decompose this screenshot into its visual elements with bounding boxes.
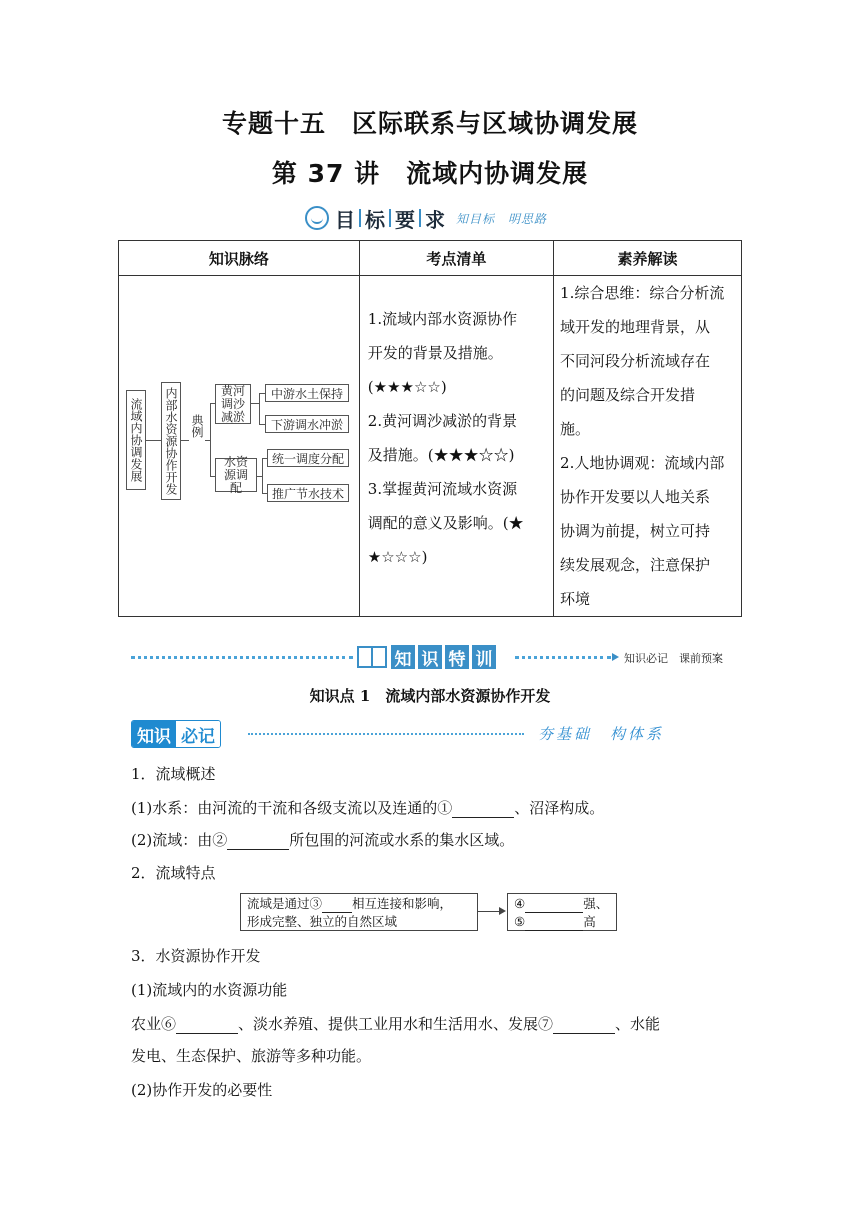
subheading-functions: (1)流域内的水资源功能 bbox=[131, 981, 288, 999]
section-char: 训 bbox=[472, 645, 496, 669]
flow-box-right bbox=[507, 893, 617, 931]
mind-map bbox=[119, 278, 357, 614]
header-knowledge-map: 知识脉络 bbox=[119, 241, 360, 276]
blank bbox=[227, 831, 289, 850]
heading-overview: 1．流域概述 bbox=[131, 765, 216, 783]
text: 、淡水养殖、提供工业用水和生活用水、发展⑦ bbox=[238, 1015, 554, 1033]
text: ⑤ bbox=[514, 914, 526, 929]
connector-line bbox=[181, 440, 189, 441]
text: 农业⑥ bbox=[131, 1015, 177, 1033]
blank bbox=[322, 895, 352, 913]
arrow-icon bbox=[612, 653, 619, 661]
text: 高 bbox=[583, 914, 596, 929]
text: 所包围的河流或水系的集水区域。 bbox=[289, 831, 515, 849]
divider bbox=[359, 209, 361, 227]
paragraph-functions bbox=[131, 1013, 660, 1034]
section-char: 识 bbox=[418, 645, 442, 669]
lesson-title: 第 37 讲 流域内协调发展 bbox=[271, 159, 589, 188]
exam-point-line: 开发的背景及措施。 bbox=[367, 344, 503, 362]
literacy-line: 域开发的地理背景，从 bbox=[560, 318, 711, 336]
paragraph-functions-cont: 发电、生态保护、旅游等多种功能。 bbox=[131, 1047, 372, 1065]
divider bbox=[389, 209, 391, 227]
text: 形成完整、独立的自然区域 bbox=[247, 914, 398, 929]
wave-icon bbox=[305, 206, 329, 230]
mindmap-branch: 水资源调配 bbox=[215, 458, 257, 492]
memo-badge bbox=[131, 720, 221, 748]
goal-char: 目 bbox=[335, 207, 355, 232]
heading-cooperation: 3．水资源协作开发 bbox=[131, 947, 261, 965]
blank bbox=[452, 799, 514, 818]
connector-line bbox=[259, 393, 260, 425]
mindmap-branch: 黄河调沙减淤 bbox=[215, 384, 251, 424]
goal-subtitle: 知目标 明思路 bbox=[456, 211, 548, 226]
memo-note: 夯基础 构体系 bbox=[538, 725, 665, 743]
mindmap-leaf: 推广节水技术 bbox=[267, 484, 349, 502]
literacy-line: 协调为前提，树立可持 bbox=[560, 522, 711, 540]
memo-badge-b: 必记 bbox=[176, 721, 220, 747]
connector-line bbox=[251, 403, 259, 404]
subheading-necessity: (2)协作开发的必要性 bbox=[131, 1081, 273, 1099]
literacy-line: 施。 bbox=[560, 420, 591, 438]
goal-char: 求 bbox=[425, 207, 445, 232]
dotted-rule bbox=[515, 656, 611, 659]
literacy-line: 的问题及综合开发措 bbox=[560, 386, 696, 404]
connector-line bbox=[210, 403, 211, 477]
text: 、沼泽构成。 bbox=[514, 799, 605, 817]
paragraph-basin bbox=[131, 829, 514, 850]
connector-line bbox=[262, 458, 263, 494]
exam-point-line: 及措施。(★★★☆☆) bbox=[367, 446, 515, 464]
flow-arrow-icon bbox=[499, 907, 506, 915]
divider bbox=[419, 209, 421, 227]
text: ④ bbox=[514, 896, 526, 911]
exam-points-cell bbox=[359, 276, 553, 617]
goal-banner bbox=[305, 204, 547, 232]
literacy-line: 不同河段分析流域存在 bbox=[560, 352, 711, 370]
exam-point-line: 1.流域内部水资源协作 bbox=[367, 310, 518, 328]
exam-point-line: (★★★☆☆) bbox=[367, 378, 447, 396]
text: 、水能 bbox=[615, 1015, 661, 1033]
mindmap-connector: 典例 bbox=[190, 414, 204, 438]
heading-features: 2．流域特点 bbox=[131, 864, 216, 882]
goals-table bbox=[118, 240, 742, 617]
book-icon bbox=[357, 646, 387, 668]
knowledge-map-cell bbox=[119, 276, 360, 617]
mindmap-level1: 内部水资源协作开发 bbox=[161, 382, 181, 500]
blank bbox=[553, 1015, 615, 1034]
section-banner bbox=[357, 645, 499, 669]
blank bbox=[525, 913, 583, 931]
blank bbox=[525, 895, 583, 913]
connector-line bbox=[146, 440, 161, 441]
exam-point-line: ★☆☆☆) bbox=[367, 548, 428, 566]
header-literacy: 素养解读 bbox=[554, 241, 742, 276]
text: 强、 bbox=[583, 896, 609, 911]
mindmap-root: 流域内协调发展 bbox=[126, 390, 146, 490]
literacy-line: 协作开发要以人地关系 bbox=[560, 488, 711, 506]
blank bbox=[176, 1015, 238, 1034]
section-char: 特 bbox=[445, 645, 469, 669]
topic-title: 专题十五 区际联系与区域协调发展 bbox=[221, 109, 638, 138]
header-exam-points: 考点清单 bbox=[359, 241, 553, 276]
goal-char: 标 bbox=[365, 207, 385, 232]
mindmap-leaf: 统一调度分配 bbox=[267, 449, 349, 467]
exam-point-line: 3.掌握黄河流域水资源 bbox=[367, 480, 518, 498]
mindmap-leaf: 中游水土保持 bbox=[265, 384, 349, 402]
literacy-cell bbox=[554, 276, 742, 617]
paragraph-water-system bbox=[131, 797, 604, 818]
knowledge-point-title: 知识点 1 流域内部水资源协作开发 bbox=[309, 687, 551, 705]
mindmap-leaf: 下游调水冲淤 bbox=[265, 415, 349, 433]
literacy-line: 续发展观念，注意保护 bbox=[560, 556, 711, 574]
memo-badge-a: 知识 bbox=[132, 721, 176, 747]
goal-char: 要 bbox=[395, 207, 415, 232]
dotted-rule bbox=[248, 733, 524, 735]
dotted-rule bbox=[131, 656, 353, 659]
literacy-line: 2.人地协调观：流域内部 bbox=[560, 454, 725, 472]
text: 流域是通过③ bbox=[247, 896, 323, 911]
exam-point-line: 2.黄河调沙减淤的背景 bbox=[367, 412, 518, 430]
section-note: 知识必记 课前预案 bbox=[624, 652, 723, 665]
section-char: 知 bbox=[391, 645, 415, 669]
text: (2)流域：由② bbox=[131, 831, 228, 849]
text: 相互连接和影响， bbox=[352, 896, 453, 911]
flow-arrow-line bbox=[478, 911, 500, 912]
literacy-line: 环境 bbox=[560, 590, 591, 608]
exam-point-line: 调配的意义及影响。(★ bbox=[367, 514, 524, 532]
flow-box-left bbox=[240, 893, 478, 931]
text: (1)水系：由河流的干流和各级支流以及连通的① bbox=[131, 799, 453, 817]
literacy-line: 1.综合思维：综合分析流 bbox=[560, 284, 725, 302]
